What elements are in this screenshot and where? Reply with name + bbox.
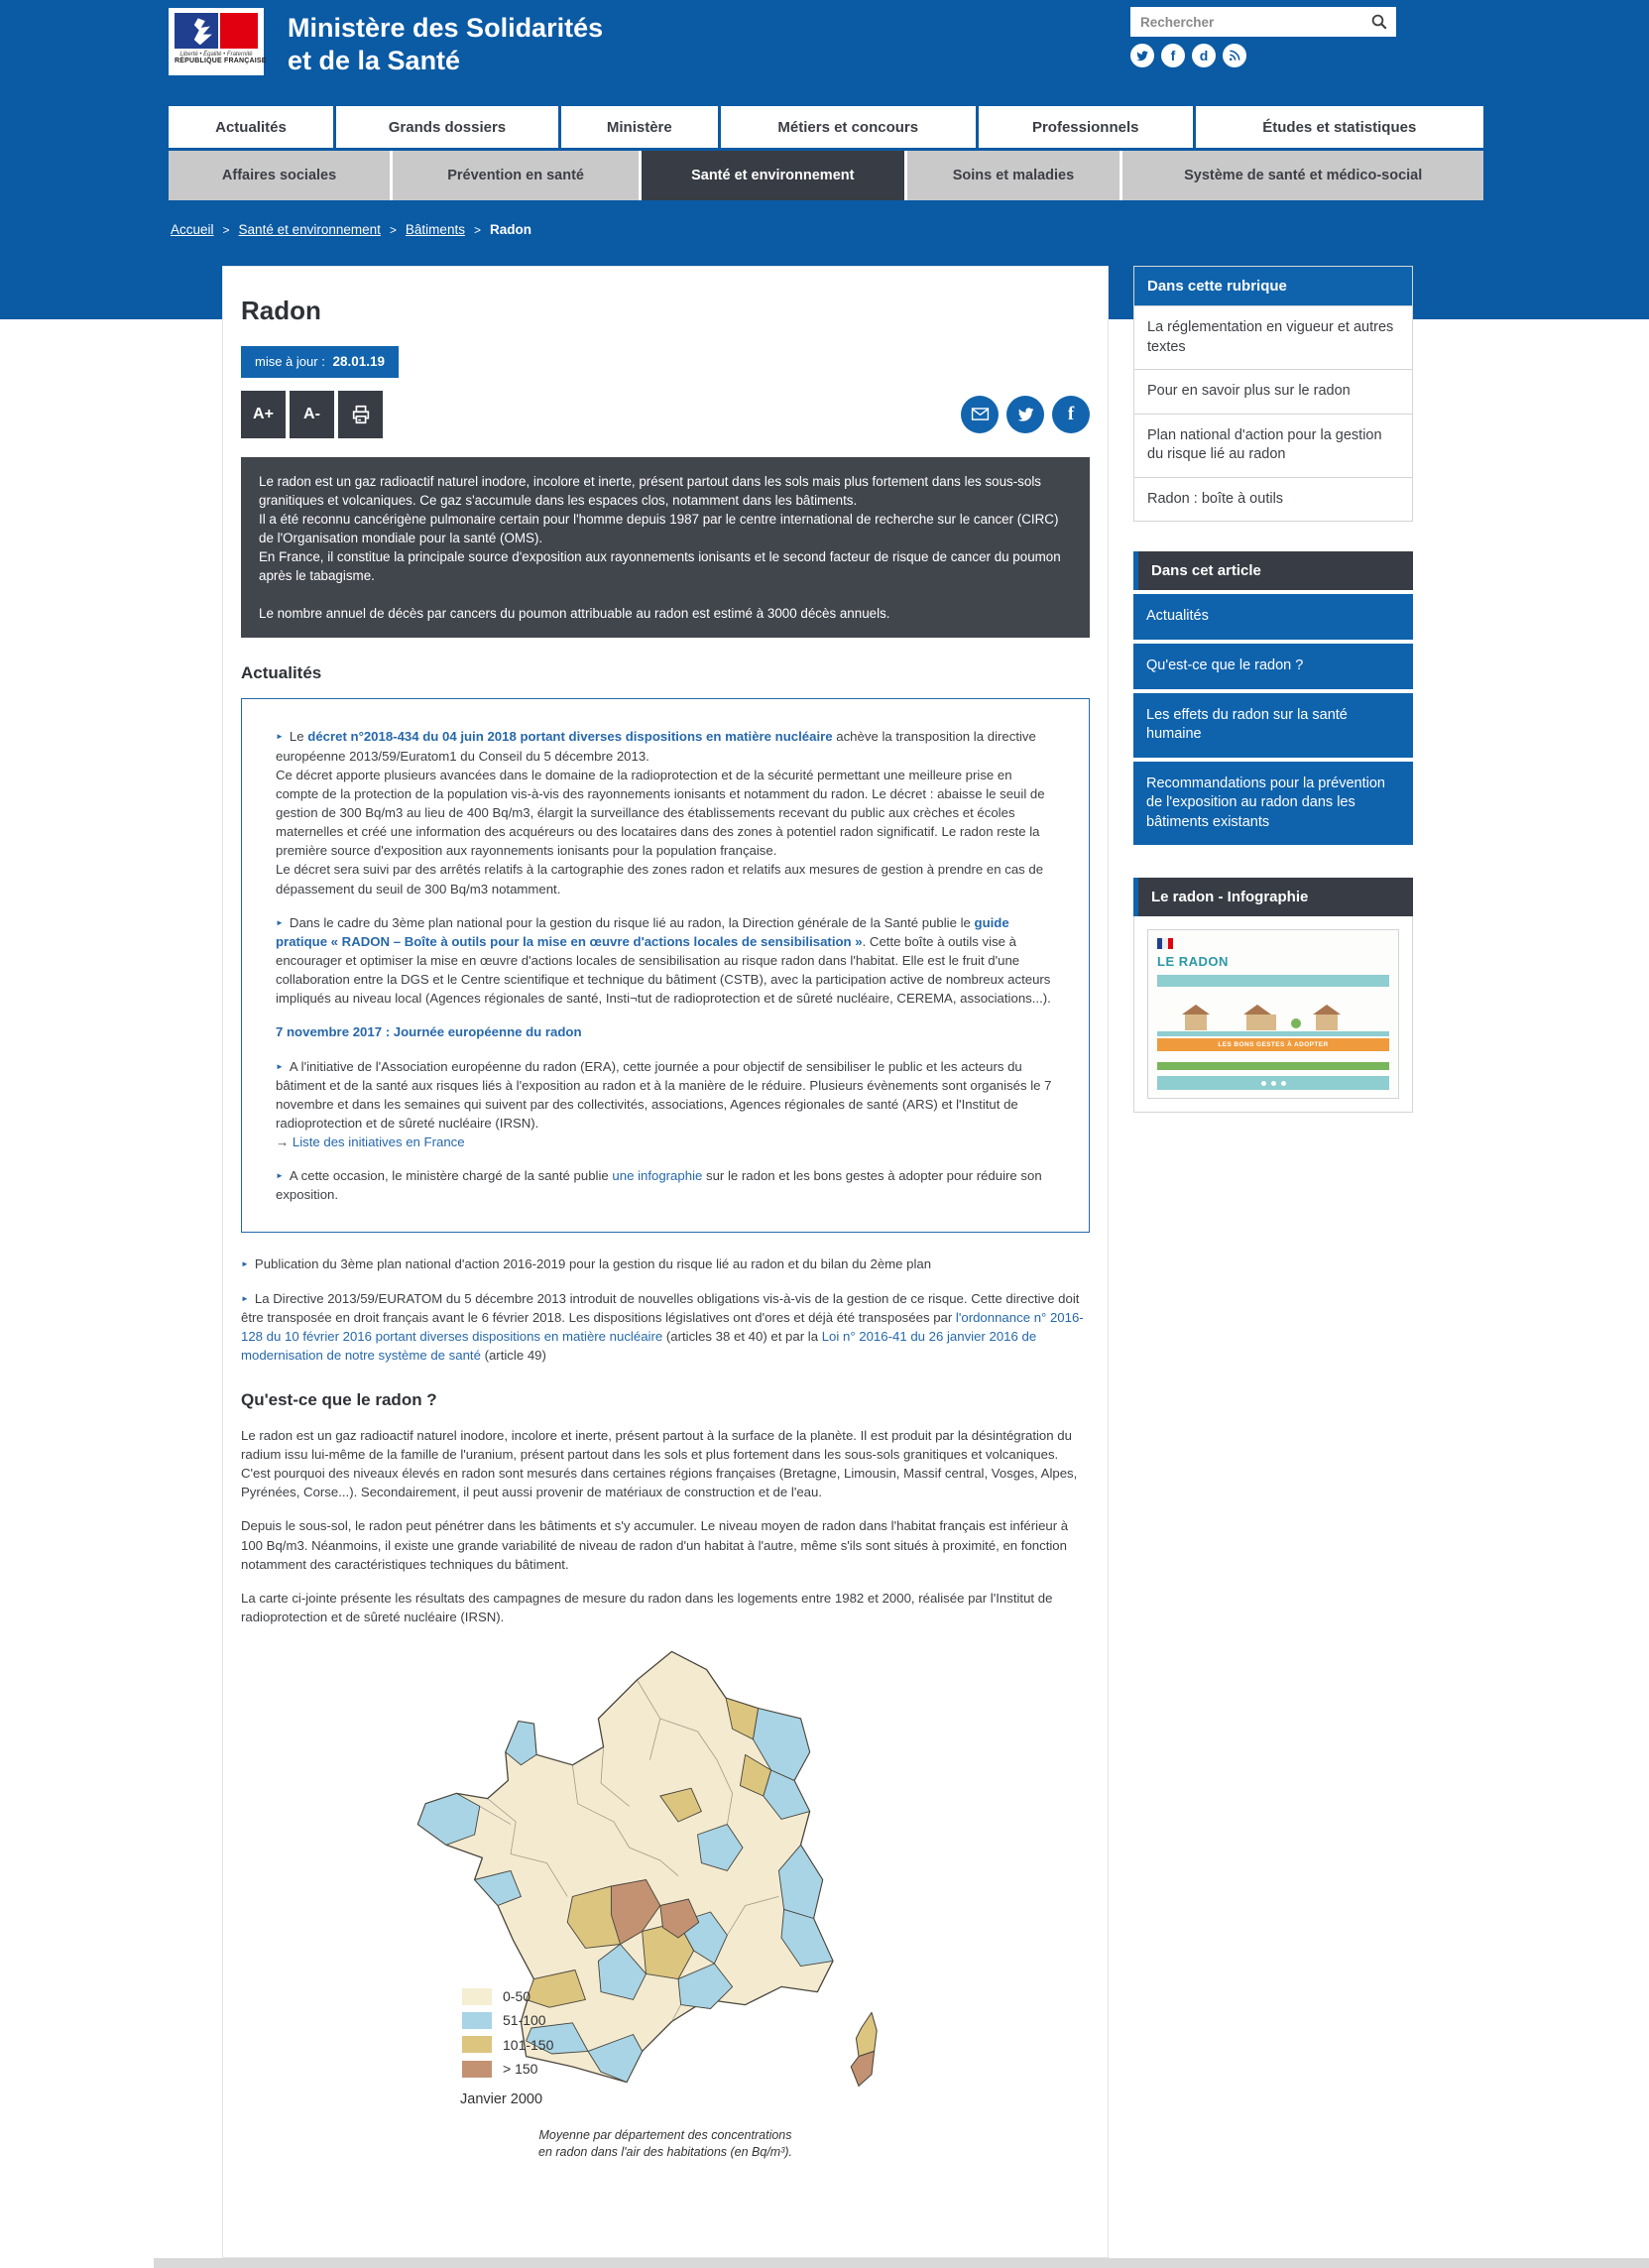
rubrique-item-boite-outils[interactable]: Radon : boîte à outils [1134,477,1412,522]
update-badge [241,346,399,378]
legend-swatch-0-50 [462,1988,492,2005]
rubrique-item-savoir-plus[interactable]: Pour en savoir plus sur le radon [1134,369,1412,414]
nav-grands-dossiers[interactable]: Grands dossiers [336,106,558,148]
share-buttons [961,396,1090,433]
breadcrumb-accueil[interactable]: Accueil [171,222,214,237]
rubrique-box [1133,266,1413,522]
article-intro [241,457,1090,638]
poster-footer [1157,1076,1389,1090]
search-button[interactable] [1362,7,1396,37]
article [222,266,1109,2258]
paragraph: Depuis le sous-sol, le radon peut pénétrer dans les bâtiments et s'y accumuler. Le niveau moyen de radon dans l'habitat français est inférieur à 100 Bq/m3. Néanmoins, il existe une grande variabilité de niveau de radon d'un habitat à l'autre, même s'ils sont situés à proximité, en fonction notamment des caractéristiques techniques du bâtiment. [241,1518,1069,1572]
nav-actualites[interactable]: Actualités [169,106,333,148]
sidebar [1133,266,1413,1113]
map-legend [462,1986,553,2083]
map-caption-line1: Moyenne par département des concentrations [538,2128,792,2143]
nav-metiers-et-concours[interactable]: Métiers et concours [721,106,976,148]
text: A l'initiative de l'Association européenne du radon (ERA), cette journée a pour objectif de sensibiliser le public et les acteurs du bâtiment et de la santé aux risques liés à l'exposition au radon et à la manière de le réduire. Plusieurs évènements sont organisés le 7 novembre et dans les semaines qui suivent par des collectivités, associations, Agences régionales de santé (ARS) et l'Institut de radioprotection et de sûreté nucléaire (IRSN). [276,1058,1052,1131]
french-flag-icon [1157,938,1173,949]
print-button[interactable] [338,391,383,438]
paragraph [241,1254,1090,1273]
paragraph: La carte ci-jointe présente les résultats des campagnes de mesure du radon dans les logements entre 1982 et 2000, réalisée par l'Institut de radioprotection et de sûreté nucléaire (IRSN). [241,1590,1053,1624]
intro-line: En France, il constitue la principale source d'exposition aux rayonnements ionisants et le second facteur de risque de cancer du poumon après le tabagisme. [259,548,1061,583]
sub-navigation [169,151,1483,200]
legend-item [462,2035,553,2055]
intro-line: Le nombre annuel de décès par cancers du poumon attribuable au radon est estimé à 3000 décès annuels. [259,605,890,621]
legend-item [462,2059,553,2079]
poster-highlight-box [1157,975,1389,987]
text: Ce décret apporte plusieurs avancées dans le domaine de la radioprotection et de la sécurité permettant une meilleure prise en compte de la protection de la population vis-à-vis des rayonnements ionisants et notamment du radon. Le décret : abaisse le seuil de gestion de 300 Bq/m3 au lieu de 400 Bq/m3, élargit la surveillance des établissements recevant du public aux crèches et écoles maternelles et créé une information des acquéreurs ou des locataires dans des zones à potentiel radon significatif. Le radon reste la première source d'exposition aux rayonnements ionisants pour la population française. [276,767,1045,859]
subnav-sante-et-environnement[interactable]: Santé et environnement [639,151,903,200]
article-nav-quest-ce[interactable]: Qu'est-ce que le radon ? [1133,644,1413,689]
ministry-logo[interactable] [169,8,267,75]
subnav-systeme-de-sante[interactable]: Système de santé et médico-social [1119,151,1483,200]
text: sur le radon et les bons gestes à adopter pour réduire son exposition. [276,1168,1042,1203]
social-links [1130,44,1246,67]
after-news [241,1254,1090,1365]
house-icon [1316,1015,1338,1030]
site-title-line1: Ministère des Solidarités [288,13,604,43]
article-nav-box [1133,551,1413,845]
breadcrumb-separator: > [222,222,230,237]
dailymotion-icon[interactable]: d [1192,44,1216,67]
search-input[interactable] [1130,15,1362,30]
twitter-icon [1016,405,1035,423]
house-icon [1246,1015,1276,1030]
map-date: Janvier 2000 [460,2091,543,2108]
breadcrumb-separator: > [389,222,397,237]
intro-line: Il a été reconnu cancérigène pulmonaire certain pour l'homme depuis 1987 par le centre international de recherche sur le cancer (CIRC) de l'Organisation mondiale pour la santé (OMS). [259,511,1059,545]
share-facebook-button[interactable] [1052,396,1090,433]
intro-line: Le radon est un gaz radioactif naturel inodore, incolore et inerte, présent partout dans les sols mais plus fortement dans les sous-sols granitiques et volcaniques. Ce gaz s'accumule dans les espaces clos, notamment dans les bâtiments. [259,473,1041,508]
twitter-icon[interactable] [1130,44,1154,67]
legend-label: 101-150 [503,2036,554,2053]
breadcrumb-separator: > [473,222,481,237]
rubrique-item-plan-national[interactable]: Plan national d'action pour la gestion du risque lié au radon [1134,414,1412,477]
legend-swatch-51-100 [462,2012,492,2029]
logo-country: RÉPUBLIQUE FRANÇAISE [175,58,267,64]
paragraph [241,1289,1090,1366]
text: (articles 38 et 40) et par la [662,1328,822,1344]
breadcrumb-sante-environnement[interactable]: Santé et environnement [238,222,381,237]
text: Publication du 3ème plan national d'action 2016-2019 pour la gestion du risque lié au radon et du bilan du 2ème plan [254,1256,932,1272]
breadcrumb [171,222,531,237]
news-paragraph [276,913,1055,1009]
search-icon [1370,13,1388,31]
ordonnance-link[interactable]: l'ordonnance n° 2016-128 du 10 février 2016 portant diverses dispositions en matière nucléaire [241,1309,1084,1344]
rss-icon[interactable] [1223,44,1246,67]
news-box [241,698,1090,1233]
ground-line [1157,1031,1389,1036]
text: Dans le cadre du 3ème plan national pour la gestion du risque lié au radon, la Direction générale de la Santé publie le [289,914,975,930]
legend-swatch-over-150 [462,2061,492,2078]
main-navigation [169,106,1483,148]
section-heading-actualites: Actualités [241,662,322,682]
subnav-prevention-en-sante[interactable]: Prévention en santé [390,151,639,200]
loi-link[interactable]: Loi n° 2016-41 du 26 janvier 2016 de modernisation de notre système de santé [241,1328,1037,1364]
poster-houses-illustration [1157,993,1389,1036]
decret-link[interactable]: décret n°2018-434 du 04 juin 2018 portant diverses dispositions en matière nucléaire [307,729,833,745]
envelope-icon [971,405,990,423]
logo-motto: Liberté • Égalité • Fraternité [179,52,253,58]
poster-header [1157,938,1389,949]
site-title[interactable] [288,12,603,77]
nav-professionnels[interactable]: Professionnels [979,106,1193,148]
liste-initiatives-link[interactable]: Liste des initiatives en France [292,1134,465,1150]
article-nav-heading: Dans cet article [1133,551,1413,590]
font-decrease-button[interactable]: A- [290,391,334,438]
text: (article 49) [480,1348,546,1364]
legend-item [462,2010,553,2030]
news-paragraph [276,1057,1055,1152]
paragraph: Le radon est un gaz radioactif naturel inodore, incolore et inerte, présent partout à la surface de la planète. Il est produit par la désintégration du radium issu lui-même de la famille de l'uranium, présent partout dans les sols et plus fortement dans les sous-sols granitiques et volcaniques. C'est pourquoi des niveaux élevés en radon sont mesurés dans certaines régions françaises (Bretagne, Limousin, Massif central, Vosges, Alpes, Pyrénées, Corse...). Secondairement, il peut aussi provenir de matériaux de construction et de l'eau. [241,1427,1078,1500]
map-caption [408,2127,923,2161]
text: Le décret sera suivi par des arrêtés relatifs à la cartographie des zones radon et relatifs aux mesures de gestion à prendre en cas de dépassement du seuil de 300 Bq/m3 notamment. [276,862,1044,896]
text: A cette occasion, le ministère chargé de la santé publie [289,1168,613,1184]
subnav-soins-et-maladies[interactable]: Soins et maladies [904,151,1120,200]
infographic-heading: Le radon - Infographie [1133,878,1413,916]
arrow: → [276,1134,293,1150]
map-caption-line2: en radon dans l'air des habitations (en Bq/m³). [538,2144,792,2159]
article-toolbar [241,391,1090,438]
text: La Directive 2013/59/EURATOM du 5 décembre 2013 introduit de nouvelles obligations vis-à-vis de la gestion de ce risque. Cette directive doit être transposée en droit français avant le 6 février 2018. Les dispositions législatives ont d'ores et déjà été transposées par [241,1290,1080,1325]
rubrique-item-reglementation[interactable]: La réglementation en vigueur et autres textes [1134,305,1412,369]
site-title-line2: et de la Santé [288,45,461,75]
poster-header-lines [1178,938,1389,939]
section-heading-quest-ce: Qu'est-ce que le radon ? [241,1390,437,1410]
poster-title: LE RADON [1157,954,1229,970]
facebook-icon[interactable]: f [1161,44,1185,67]
article-nav-actualites[interactable]: Actualités [1133,594,1413,640]
legend-item [462,1986,553,2006]
infographic-box [1133,878,1413,1113]
text: . Cette boîte à outils vise à encourager et optimiser la mise en œuvre d'actions locales de sensibilisation au risque radon dans l'habitat. Elle est le fruit d'une collaboration entre la DGS et le Centre scientifique et technique du bâtiment (CSTB), avec la participation active de nombreux acteurs impliqués au niveau local (Agences régionales de santé, Insti¬tut de radioprotection et de sûreté nucléaire, CEREMA, associations...). [276,933,1051,1007]
legend-label: 0-50 [503,1988,531,2005]
page-title: Radon [241,296,321,325]
infographie-link[interactable]: une infographie [612,1168,703,1184]
footer-top-strip [154,2258,1649,2268]
radon-map [408,1641,923,2159]
news-subheading: 7 novembre 2017 : Journée européenne du radon [276,1024,582,1040]
share-email-button[interactable] [961,396,999,433]
breadcrumb-current: Radon [489,222,531,237]
rubrique-heading: Dans cette rubrique [1134,267,1412,305]
legend-label: 51-100 [503,2012,546,2029]
article-nav-recommandations[interactable]: Recommandations pour la prévention de l'exposition au radon dans les bâtiments existants [1133,762,1413,846]
article-nav-effets-sante[interactable]: Les effets du radon sur la santé humaine [1133,693,1413,758]
poster-green-box [1157,1062,1389,1070]
printer-icon [350,404,372,425]
subnav-affaires-sociales[interactable]: Affaires sociales [169,151,390,200]
guide-pratique-link[interactable]: guide pratique « RADON – Boîte à outils pour la mise en œuvre d'actions locales de sensibilisation » [276,914,1009,949]
news-paragraph [276,727,1055,897]
text: Le [289,729,308,745]
update-date: 28.01.19 [332,353,385,369]
tree-icon [1291,1018,1301,1028]
poster-band: LES BONS GESTES À ADOPTER [1157,1038,1389,1051]
legend-swatch-101-150 [462,2036,492,2053]
share-twitter-button[interactable] [1006,396,1044,433]
french-flag-icon [175,13,258,49]
house-icon [1185,1015,1207,1030]
search-bar[interactable] [1130,7,1396,37]
facebook-icon: f [1067,403,1075,424]
infographic-body [1133,916,1413,1113]
text: achève la transposition la directive européenne 2013/59/Euratom1 du Conseil du 5 décembre 2013. [276,729,1036,764]
nav-ministere[interactable]: Ministère [561,106,718,148]
news-paragraph [276,1166,1055,1204]
font-increase-button[interactable]: A+ [241,391,286,438]
radon-infographic-thumbnail[interactable] [1147,929,1399,1099]
nav-etudes-et-statistiques[interactable]: Études et statistiques [1196,106,1483,148]
corsica [851,2012,877,2086]
legend-label: > 150 [503,2060,538,2077]
breadcrumb-batiments[interactable]: Bâtiments [405,222,465,237]
update-label: mise à jour : [255,353,325,369]
